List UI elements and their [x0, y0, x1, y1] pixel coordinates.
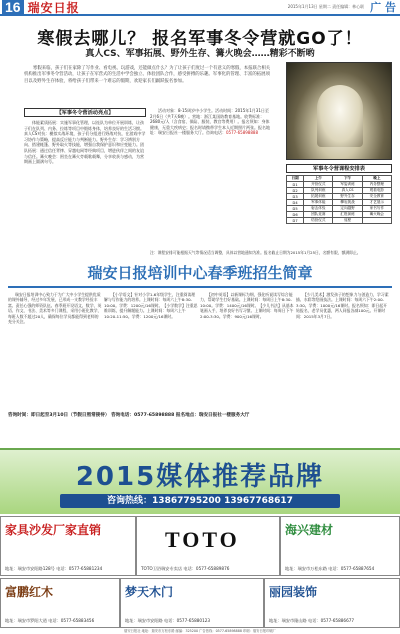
schedule-cell: 观看电影: [362, 188, 391, 194]
ad-brand-name: 海兴建材: [285, 523, 334, 537]
section-label: 广 告: [370, 1, 396, 14]
ad-row2-1: [120, 578, 264, 628]
intro-paragraph: 寒假来临，孩子们在家除了写作业、看电视、玩游戏，还能做点什么？为了让孩子们度过一个有意义的寒假，本报联合相关机构推出军事冬令营活动，让孩子在军营式的生活中学会独立、体验团队合作，感受拼搏的乐趣。军事化的管理、丰富的拓展项目以及野外生存体验，将给孩子们带来一个难忘的假期，欢迎家长们踊跃报名参加。: [24, 66, 271, 84]
schedule-cell: 攀岩挑战: [333, 200, 362, 206]
training-column-4: 【少儿美术】激发孩子的想象力与创造力，学习素描、水彩等绘画技法。上课时间：每周六下午2:00-3:30。学费：1000元/16课时。报名须知：即日起开始报名，老学员优惠，两人同报各减100元。开课时间：2015年3月7日。: [296, 292, 389, 319]
schedule-cell: 军姿训练: [333, 182, 362, 188]
schedule-title: 军事冬令营课程安排表: [286, 164, 392, 173]
tunnel-photo: [286, 62, 392, 160]
ad-row1-1: [136, 516, 280, 576]
tunnel-opening: [317, 85, 363, 147]
banner-title: 2015媒体推荐品牌: [75, 462, 325, 492]
schedule-table: [286, 175, 392, 224]
ad-brand-name: 富鹏红木: [5, 585, 54, 599]
schedule-cell: 射击体验: [304, 206, 333, 212]
main-headline: 寒假去哪儿？ 报名军事冬令营就GO了！: [37, 29, 363, 49]
ad-contact-line: 地址：瑞安市安阳路 电话：0577-65880123: [125, 618, 211, 623]
schedule-cell: D6: [287, 212, 304, 218]
subheadline: 真人CS、军事拓展、野外生存、篝火晚会……精彩不断哟: [85, 49, 315, 59]
schedule-cell: 家书写作: [362, 206, 391, 212]
schedule-cell: D1: [287, 182, 304, 188]
section-divider: [8, 286, 392, 288]
ad-contact-line: 地址：瑞安市罗阳大道 电话：0577-65883456: [5, 618, 95, 623]
ad-contact-line: 地址：瑞安市隆山路 电话：0577-65886677: [269, 618, 355, 623]
schedule-cell: 军事体能: [304, 200, 333, 206]
ad-brand-name: TOTO: [165, 527, 240, 552]
schedule-row: [287, 218, 392, 224]
schedule-cell: 真人CS: [333, 188, 362, 194]
schedule-cell: 晚上: [362, 176, 391, 182]
schedule-cell: 开营仪式: [304, 182, 333, 188]
schedule-cell: 日期: [287, 176, 304, 182]
ad-row1-2: [280, 516, 400, 576]
dateline: 2015年1月13日 星期二 责任编辑：林心联: [287, 4, 365, 9]
schedule-cell: 上午: [304, 176, 333, 182]
schedule-cell: 才艺展示: [362, 200, 391, 206]
ad-contact-line: TOTO卫浴瑞安专卖店 电话：0577-65889876: [141, 566, 230, 571]
schedule-cell: 汇报演练: [333, 212, 362, 218]
training-column-3: 【初中英语】以新课标为纲，强化听说读写综合能力，帮助学生打好基础。上课时间：每周日上午8:30-10:00。学费：1400元/16课时。【少儿书法】从基本笔画入手，培养良好书写习惯。上课时间：每周日下午2:00-3:30。学费：900元/16课时。: [200, 292, 294, 319]
highlights-box-title: 【军事冬令营活动亮点】: [24, 108, 146, 117]
schedule-note: 注：课程安排可能根据天气等情况适当调整，具体以营地通知为准。报名截止日期为2015年1月25日，名额有限，额满即止。: [150, 250, 361, 255]
media-brand-banner: [0, 448, 400, 514]
schedule-cell: D3: [287, 194, 304, 200]
schedule-cell: 野外生存: [333, 194, 362, 200]
schedule-cell: D5: [287, 206, 304, 212]
schedule-cell: 安全教育: [362, 194, 391, 200]
schedule-cell: 篝火晚会: [362, 212, 391, 218]
schedule-cell: D2: [287, 188, 304, 194]
training-column-2: 【小学语文】针对小学1-6年级学生，注重阅读理解与写作能力的培养。上课时间：每周六上午8:30-10:00。学费：1200元/16课时。【小学数学】注重思维训练，提升解题能力。上课时间：每周六上午10:20-11:50。学费：1200元/16课时。: [104, 292, 198, 319]
ads-row-2: [0, 578, 400, 628]
page-number: 16: [2, 0, 24, 14]
page-footer: 瑞安日报社 地址：瑞安市万松东路 邮编：325200 广告热线：0577-65898888 印刷：瑞安日报印刷厂: [124, 629, 276, 633]
registration-phone: 0577-65898888: [226, 130, 258, 136]
banner-phone: 咨询热线：13867795200 13967768617: [60, 494, 340, 508]
schedule-cell: 结营仪式: [304, 218, 333, 224]
ad-brand-name: 梦天木门: [125, 585, 174, 599]
ad-brand-name: 丽园装饰: [269, 585, 318, 599]
article-column-b: [150, 108, 270, 136]
masthead: [0, 0, 400, 16]
training-column-1: 瑞安日报培训中心致力于为广大中小学生提供优质的课外辅导，经过多年发展，已形成一支教学经验丰富、责任心强的师资队伍。春季班开设语文、数学、英语、作文、书法、美术等多门课程，采用小班化教学，每班人数不超过20人，确保每位学员都能得到老师的充分关注。: [8, 292, 102, 325]
schedule-cell: D4: [287, 200, 304, 206]
schedule-cell: 团队竞赛: [304, 212, 333, 218]
training-contact: 咨询时间：即日起至3月10日（节假日照常接待） 咨询电话：0577-65898888 报名地点：瑞安日报社一楼服务大厅: [8, 413, 250, 418]
ad-contact-line: 地址：瑞安市万松东路 电话：0577-65887654: [285, 566, 375, 571]
schedule-cell: D7: [287, 218, 304, 224]
article-column-a: 体能素质拓展：实施军事化管理，以连队为单位开展训练，让孩子们在队列、内务、拉练等项目中锻炼身体，培养良好的生活习惯。真人CS对抗：模拟实战环境，孩子们分组进行野战对抗，在游戏中学习协作与策略，提高反应能力与判断能力。野外生存：学习辨别方向、搭建帐篷、野外取火等技能，增强自我保护意识和应变能力。团队拓展：通过信任背摔、穿越电网等经典项目，增进伙伴之间的友谊与信任。篝火晚会：围坐在篝火旁载歌载舞，分享收获与感动，为营期画上圆满句号。: [24, 120, 146, 165]
schedule-cell: 内务整理: [362, 182, 391, 188]
registration-info: 活动对象：8-15周岁中小学生。活动时间：2015年1月31日至2月6日（共7天6晚）。营地：浙江某国防教育基地。收费标准：2680元/人（含食宿、保险、服装、教官等费用）。报名须知：身体健康，无重大疾病史；报名时请携带学生本人近期照片两张。报名地址：瑞安日报社一楼服务大厅。咨询电话：: [150, 108, 270, 136]
training-headline: 瑞安日报培训中心春季班招生简章: [87, 264, 313, 282]
newspaper-logo: 瑞安日报: [27, 0, 80, 15]
schedule-cell: 拓展训练: [304, 194, 333, 200]
schedule-cell: 队列训练: [304, 188, 333, 194]
ad-contact-line: 地址：瑞安市安阳路128号 电话：0577-65881234: [5, 566, 103, 571]
ad-row1-0: [0, 516, 136, 576]
ad-row2-0: [0, 578, 120, 628]
ads-row-1: [0, 516, 400, 576]
ad-brand-name: 家具沙发厂家直销: [5, 523, 102, 537]
schedule-cell: [362, 218, 391, 224]
schedule-cell: 返程: [333, 218, 362, 224]
schedule-cell: 定向越野: [333, 206, 362, 212]
ad-row2-2: [264, 578, 400, 628]
schedule-cell: 下午: [333, 176, 362, 182]
